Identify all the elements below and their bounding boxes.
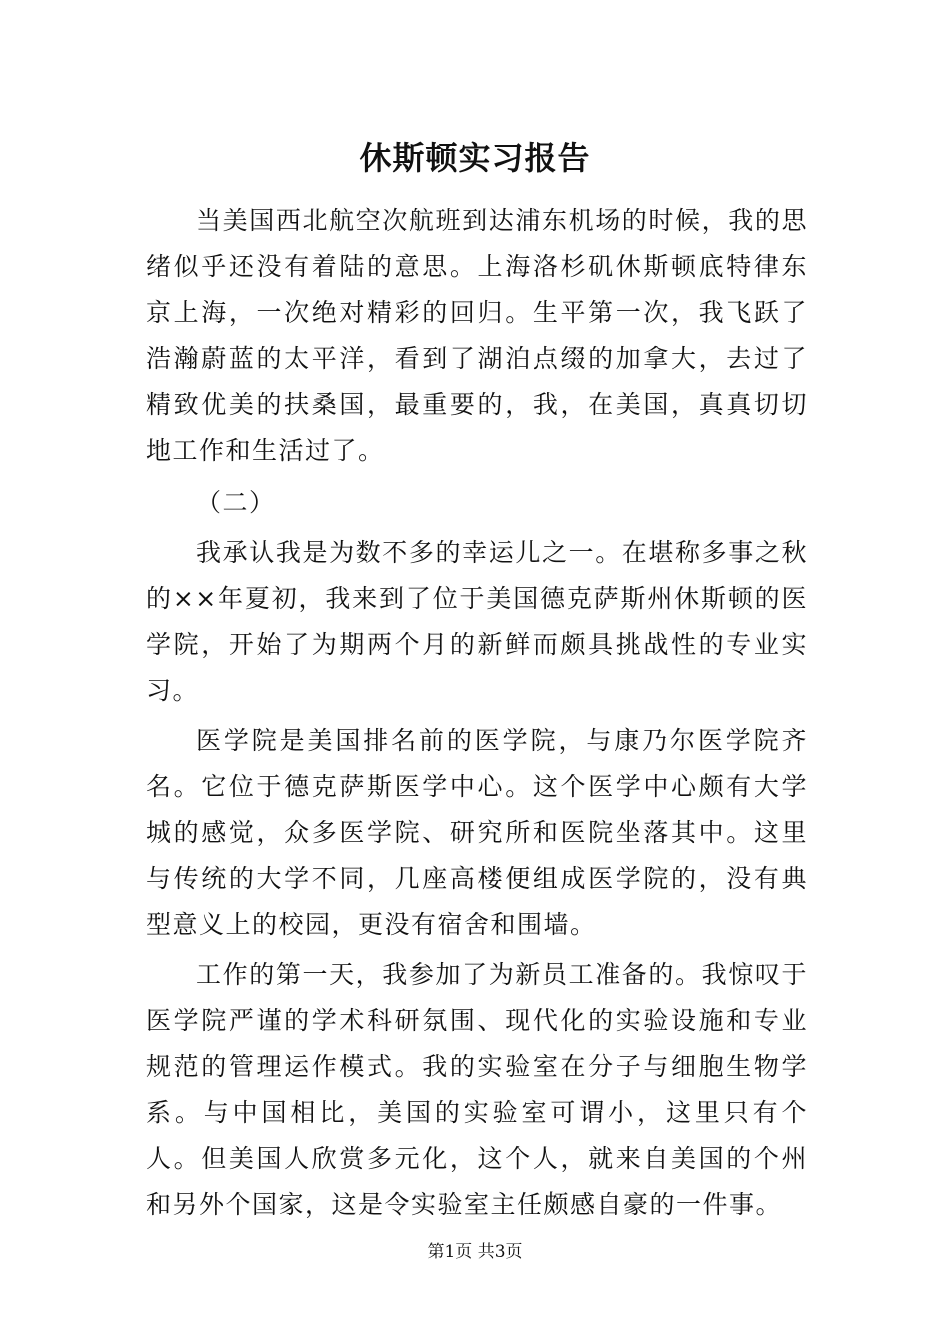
- paragraph-first-day: 工作的第一天，我参加了为新员工准备的。我惊叹于医学院严谨的学术科研氛围、现代化的实验设施和专业规范的管理运作模式。我的实验室在分子与细胞生物学系。与中国相比，美国的实验室可谓小，这里只有个人。但美国人欣赏多元化，这个人，就来自美国的个州和另外个国家，这是令实验室主任颇感自豪的一件事。: [146, 960, 808, 1219]
- paragraph-intro: 当美国西北航空次航班到达浦东机场的时候，我的思绪似乎还没有着陆的意思。上海洛杉矶休斯顿底特律东京上海，一次绝对精彩的回归。生平第一次，我飞跃了浩瀚蔚蓝的太平洋，看到了湖泊点缀的加拿大，去过了精致优美的扶桑国，最重要的，我，在美国，真真切切地工作和生活过了。: [146, 206, 808, 465]
- page-footer: 第1页 共3页: [427, 1242, 523, 1262]
- paragraph-arrival: 我承认我是为数不多的幸运儿之一。在堪称多事之秋的××年夏初，我来到了位于美国德克萨斯州休斯顿的医学院，开始了为期两个月的新鲜而颇具挑战性的专业实习。: [146, 538, 808, 705]
- paragraph-medical-school: 医学院是美国排名前的医学院，与康乃尔医学院齐名。它位于德克萨斯医学中心。这个医学中心颇有大学城的感觉，众多医学院、研究所和医院坐落其中。这里与传统的大学不同，几座高楼便组成医学院的，没有典型意义上的校园，更没有宿舍和围墙。: [146, 726, 808, 939]
- document-title: 休斯顿实习报告: [359, 139, 591, 177]
- document-body: [146, 198, 808, 1228]
- section-heading: （二）: [196, 488, 276, 517]
